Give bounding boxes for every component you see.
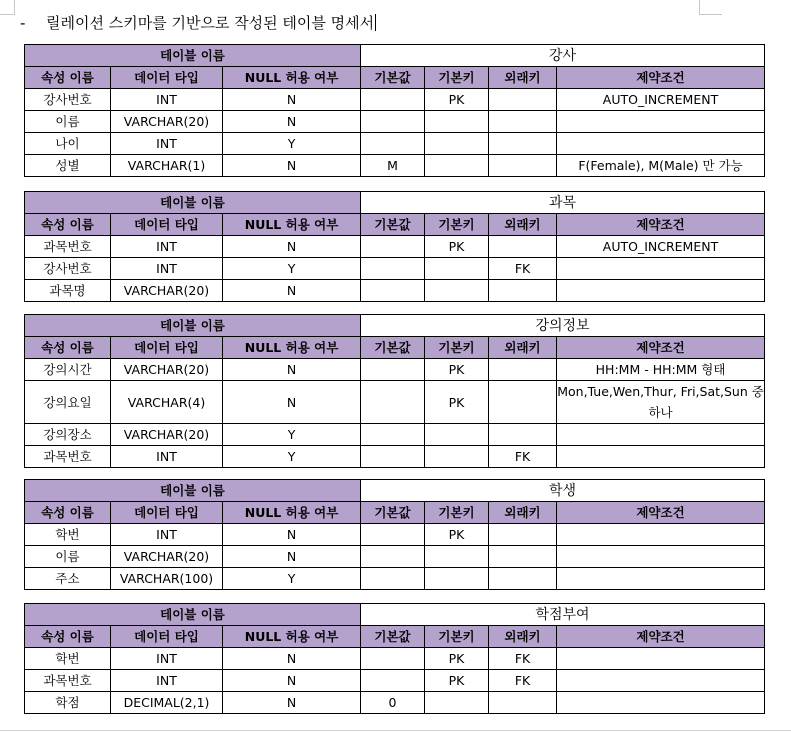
table-cell [489, 236, 557, 258]
table-cell: 학번 [25, 648, 111, 670]
table-row [25, 359, 765, 381]
table-cell: FK [489, 446, 557, 468]
column-header: NULL 허용 여부 [223, 502, 361, 524]
column-header: NULL 허용 여부 [223, 67, 361, 89]
column-header: 기본값 [361, 337, 425, 359]
table-row [25, 568, 765, 590]
table-cell: N [223, 648, 361, 670]
table-cell [557, 648, 765, 670]
table-cell: N [223, 546, 361, 568]
table-name-value: 학점부여 [361, 604, 765, 626]
table-title-row [25, 604, 765, 626]
table-cell: INT [111, 446, 223, 468]
table-cell [361, 280, 425, 302]
page-bottom-divider [0, 730, 791, 731]
table-cell [361, 236, 425, 258]
column-header: 외래키 [489, 67, 557, 89]
table-spec [24, 191, 765, 302]
heading-bullet: - [20, 14, 26, 32]
table-cell [425, 546, 489, 568]
table-cell [557, 111, 765, 133]
table-cell [425, 133, 489, 155]
column-header: NULL 허용 여부 [223, 214, 361, 236]
table-cell: Y [223, 133, 361, 155]
table-row [25, 89, 765, 111]
table-cell: VARCHAR(20) [111, 111, 223, 133]
table-cell [361, 258, 425, 280]
table-cell: AUTO_INCREMENT [557, 89, 765, 111]
table-cell [361, 133, 425, 155]
table-cell: N [223, 89, 361, 111]
column-header: 기본키 [425, 337, 489, 359]
column-header-row [25, 67, 765, 89]
column-header: 제약조건 [557, 502, 765, 524]
table-cell [557, 546, 765, 568]
table-cell [425, 692, 489, 714]
table-cell: Y [223, 424, 361, 446]
table-cell: PK [425, 236, 489, 258]
table-cell [489, 381, 557, 424]
table-cell [489, 359, 557, 381]
table-cell: 성별 [25, 155, 111, 177]
table-cell: 강의장소 [25, 424, 111, 446]
table-title-row [25, 192, 765, 214]
column-header: 제약조건 [557, 626, 765, 648]
table-cell: INT [111, 133, 223, 155]
column-header: 데이터 타입 [111, 67, 223, 89]
table-cell [557, 424, 765, 446]
column-header: 속성 이름 [25, 626, 111, 648]
table-cell [361, 568, 425, 590]
table-cell [557, 692, 765, 714]
table-spec [24, 603, 765, 714]
table-cell: 나이 [25, 133, 111, 155]
table-cell [361, 670, 425, 692]
table-row [25, 670, 765, 692]
table-cell [489, 111, 557, 133]
table-name-value: 과목 [361, 192, 765, 214]
table-cell [489, 424, 557, 446]
table-row [25, 648, 765, 670]
table-cell: INT [111, 236, 223, 258]
table-cell: N [223, 155, 361, 177]
table-row [25, 280, 765, 302]
column-header: 기본키 [425, 214, 489, 236]
table-cell: Y [223, 258, 361, 280]
column-header: 외래키 [489, 626, 557, 648]
table-cell [557, 568, 765, 590]
table-cell: 강의요일 [25, 381, 111, 424]
column-header: 기본키 [425, 67, 489, 89]
column-header: 기본값 [361, 626, 425, 648]
table-cell [425, 280, 489, 302]
table-cell: 0 [361, 692, 425, 714]
table-cell: INT [111, 524, 223, 546]
table-cell: HH:MM - HH:MM 형태 [557, 359, 765, 381]
table-cell [489, 155, 557, 177]
table-cell [557, 524, 765, 546]
table-row [25, 524, 765, 546]
table-cell: 과목번호 [25, 446, 111, 468]
table-row [25, 446, 765, 468]
table-name-label: 테이블 이름 [25, 45, 361, 67]
table-cell [425, 258, 489, 280]
column-header: 속성 이름 [25, 502, 111, 524]
table-cell [489, 568, 557, 590]
table-cell [361, 424, 425, 446]
table-cell: M [361, 155, 425, 177]
column-header: 제약조건 [557, 214, 765, 236]
table-cell: VARCHAR(4) [111, 381, 223, 424]
table-cell: 과목번호 [25, 670, 111, 692]
table-row [25, 258, 765, 280]
table-cell [425, 155, 489, 177]
table-cell: VARCHAR(20) [111, 280, 223, 302]
table-spec [24, 314, 765, 468]
column-header: NULL 허용 여부 [223, 626, 361, 648]
table-cell: 과목명 [25, 280, 111, 302]
table-cell: PK [425, 89, 489, 111]
column-header: 기본값 [361, 67, 425, 89]
table-row [25, 236, 765, 258]
column-header: 속성 이름 [25, 67, 111, 89]
table-spec [24, 479, 765, 590]
table-cell: N [223, 381, 361, 424]
text-cursor [375, 14, 376, 31]
table-cell [425, 446, 489, 468]
document-heading [20, 10, 376, 36]
table-cell [489, 692, 557, 714]
column-header: 기본키 [425, 626, 489, 648]
table-cell: 이름 [25, 546, 111, 568]
table-cell [425, 111, 489, 133]
table-cell [425, 424, 489, 446]
column-header-row [25, 337, 765, 359]
table-title-row [25, 315, 765, 337]
page-corner-mark-left [0, 0, 15, 15]
table-cell [361, 381, 425, 424]
column-header: 속성 이름 [25, 337, 111, 359]
table-cell: FK [489, 670, 557, 692]
table-name-label: 테이블 이름 [25, 315, 361, 337]
page-corner-mark-right [699, 0, 722, 15]
table-row [25, 381, 765, 424]
table-cell: INT [111, 89, 223, 111]
column-header: 제약조건 [557, 67, 765, 89]
table-cell [361, 524, 425, 546]
table-row [25, 111, 765, 133]
table-cell: 강사번호 [25, 258, 111, 280]
table-cell: Y [223, 446, 361, 468]
column-header: 기본값 [361, 502, 425, 524]
table-cell [557, 446, 765, 468]
table-cell: N [223, 670, 361, 692]
table-cell [361, 111, 425, 133]
table-cell [489, 546, 557, 568]
table-cell: FK [489, 648, 557, 670]
table-cell: DECIMAL(2,1) [111, 692, 223, 714]
column-header: 기본값 [361, 214, 425, 236]
table-cell: 학점 [25, 692, 111, 714]
table-cell: PK [425, 670, 489, 692]
table-cell: VARCHAR(20) [111, 424, 223, 446]
table-cell [361, 648, 425, 670]
table-cell: N [223, 524, 361, 546]
table-cell: 강사번호 [25, 89, 111, 111]
column-header: 데이터 타입 [111, 214, 223, 236]
table-row [25, 546, 765, 568]
table-cell: PK [425, 381, 489, 424]
table-cell: VARCHAR(20) [111, 359, 223, 381]
table-cell: AUTO_INCREMENT [557, 236, 765, 258]
table-cell [489, 524, 557, 546]
table-cell: VARCHAR(20) [111, 546, 223, 568]
table-cell: VARCHAR(100) [111, 568, 223, 590]
column-header-row [25, 626, 765, 648]
table-row [25, 424, 765, 446]
table-row [25, 692, 765, 714]
column-header: 데이터 타입 [111, 502, 223, 524]
table-name-value: 강사 [361, 45, 765, 67]
table-cell: N [223, 359, 361, 381]
table-cell [489, 89, 557, 111]
table-cell [557, 280, 765, 302]
column-header: 제약조건 [557, 337, 765, 359]
table-cell [489, 133, 557, 155]
table-cell: FK [489, 258, 557, 280]
table-cell [489, 280, 557, 302]
table-cell: 학번 [25, 524, 111, 546]
column-header: NULL 허용 여부 [223, 337, 361, 359]
column-header: 외래키 [489, 337, 557, 359]
table-cell: VARCHAR(1) [111, 155, 223, 177]
table-cell: N [223, 111, 361, 133]
table-cell [557, 258, 765, 280]
table-cell [361, 546, 425, 568]
table-spec [24, 44, 765, 177]
column-header-row [25, 502, 765, 524]
table-cell: PK [425, 524, 489, 546]
table-name-label: 테이블 이름 [25, 604, 361, 626]
table-cell: 주소 [25, 568, 111, 590]
table-cell [557, 670, 765, 692]
table-cell [361, 446, 425, 468]
table-cell: INT [111, 648, 223, 670]
table-cell: INT [111, 670, 223, 692]
table-row [25, 155, 765, 177]
table-cell: N [223, 280, 361, 302]
table-row [25, 133, 765, 155]
table-cell: 과목번호 [25, 236, 111, 258]
column-header: 외래키 [489, 502, 557, 524]
table-name-value: 강의정보 [361, 315, 765, 337]
table-cell: N [223, 236, 361, 258]
table-cell: N [223, 692, 361, 714]
table-cell: PK [425, 359, 489, 381]
column-header: 외래키 [489, 214, 557, 236]
column-header: 데이터 타입 [111, 337, 223, 359]
table-cell: Y [223, 568, 361, 590]
table-cell: INT [111, 258, 223, 280]
table-cell: F(Female), M(Male) 만 가능 [557, 155, 765, 177]
table-cell: PK [425, 648, 489, 670]
table-title-row [25, 480, 765, 502]
table-cell: 강의시간 [25, 359, 111, 381]
table-cell: Mon,Tue,Wen,Thur, Fri,Sat,Sun 중 하나 [557, 381, 765, 424]
column-header: 속성 이름 [25, 214, 111, 236]
table-title-row [25, 45, 765, 67]
table-name-value: 학생 [361, 480, 765, 502]
column-header: 데이터 타입 [111, 626, 223, 648]
table-name-label: 테이블 이름 [25, 192, 361, 214]
column-header: 기본키 [425, 502, 489, 524]
table-name-label: 테이블 이름 [25, 480, 361, 502]
column-header-row [25, 214, 765, 236]
table-cell [361, 89, 425, 111]
table-cell [425, 568, 489, 590]
table-cell: 이름 [25, 111, 111, 133]
table-cell [361, 359, 425, 381]
table-cell [557, 133, 765, 155]
heading-text: 릴레이션 스키마를 기반으로 작성된 테이블 명세서 [46, 14, 375, 32]
